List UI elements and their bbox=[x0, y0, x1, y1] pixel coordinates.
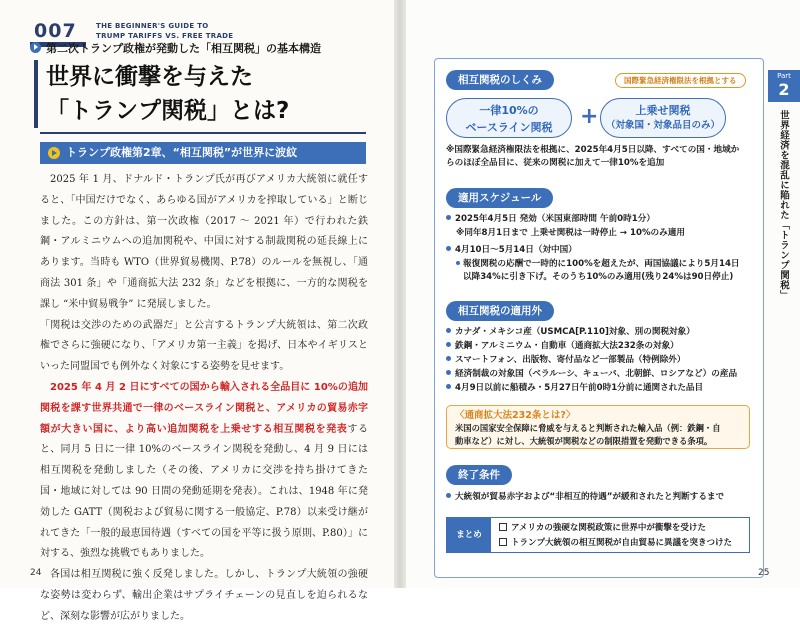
tag-mechanism: 相互関税のしくみ bbox=[446, 70, 554, 90]
bullet-icon bbox=[446, 493, 451, 498]
subheading-bar bbox=[40, 142, 366, 164]
guide-title-line1: THE BEGINNER'S GUIDE TO bbox=[96, 22, 209, 30]
right-heading bbox=[30, 40, 321, 56]
title-rule bbox=[40, 132, 366, 134]
part-number: 2 bbox=[778, 80, 790, 99]
part-side-title: 世界経済を混乱に陥れた「トランプ関税」 bbox=[778, 110, 789, 300]
page-title-line2: 「トランプ関税」とは? bbox=[46, 98, 290, 124]
highlight-text: 2025 年 4 月 2 日にすべての国から輸入される全品目に 10%の追加関税を課す世界共通で一律のベースライン関税と、アメリカの貿易赤字額が大きい国に、より高い追加関税を上乗せする相互関税を発表 bbox=[40, 381, 368, 435]
paragraph-3-rest: すると、同月 5 日に一律 10%のベースライン関税を発動し、4 月 9 日には相互関税を発動しました（その後、アメリカに交渉を持ち掛けてきた国・地域に対しては 90 日間の発動延期を発表）。これは、1948 年に発効した GATT（関税および貿易に関する一般協定、P.78）以来受け継がれてきた「一般的最恵国待遇（すべての国を平等に扱う原則、P.80）」に対する、強烈な挑戦でもありました。 bbox=[40, 423, 369, 560]
schedule-item-2-sub-line1-text: 報復関税の応酬で一時的に100%を超えたが、両国協議により5月14日 bbox=[463, 259, 740, 269]
checkbox-icon bbox=[499, 523, 507, 531]
page-title bbox=[46, 60, 289, 128]
schedule-item-1-text: 2025年4月5日 発効（米国東部時間 午前0時1分） bbox=[455, 214, 655, 224]
pill2-line1: 上乗せ関税 bbox=[635, 104, 691, 117]
mechanism-note-line2: らのほぼ全品目に、従来の関税に加えて一律10%を追加 bbox=[446, 158, 665, 168]
bullet-icon bbox=[446, 370, 451, 375]
exception-item-4 bbox=[446, 368, 737, 381]
page-title-line1: 世界に衝撃を与えた bbox=[46, 64, 253, 90]
bullet-icon bbox=[446, 356, 451, 361]
callout-line2: 動車など）に対し、大統領が関税などの制限措置を発動できる条項。 bbox=[455, 435, 713, 446]
summary-item-2 bbox=[499, 537, 732, 550]
tag-exceptions: 相互関税の適用外 bbox=[446, 301, 554, 321]
page-number-left: 24 bbox=[30, 568, 42, 578]
law-note-badge: 国際緊急経済権限法を根拠とする bbox=[615, 73, 746, 88]
checkbox-icon bbox=[499, 538, 507, 546]
exception-item-3-text: スマートフォン、出版物、寄付品など一部製品（特例除外） bbox=[455, 355, 686, 365]
play-bullet-icon bbox=[48, 147, 60, 159]
exception-item-1 bbox=[446, 326, 695, 339]
right-heading-text: 第二次トランプ政権が発動した「相互関税」の基本構造 bbox=[46, 42, 321, 55]
guide-title bbox=[96, 21, 233, 41]
pill1-line2: ベースライン関税 bbox=[465, 121, 553, 134]
exception-item-2-text: 鉄鋼・アルミニウム・自動車（通商拡大法232条の対象） bbox=[455, 341, 679, 351]
pill2-line2: （対象国・対象品目のみ） bbox=[605, 120, 720, 131]
summary-item-1 bbox=[499, 522, 706, 535]
bullet-icon bbox=[446, 215, 451, 220]
bullet-icon bbox=[456, 261, 460, 265]
schedule-item-2-text: 4月10日～5月14日（対中国） bbox=[455, 245, 577, 255]
section-number: 007 bbox=[34, 20, 77, 42]
paragraph-4: 各国は相互関税に強く反発しました。しかし、トランプ大統領の強硬な姿勢は変わらず、輸出企業はサプライチェーンの見直しを迫られるなど、深刻な影響が広がりました。 bbox=[40, 569, 368, 622]
schedule-item-1-sub: ※同年8月1日まで 上乗せ関税は一時停止 → 10%のみ適用 bbox=[456, 228, 685, 238]
book-gutter bbox=[394, 0, 406, 588]
guide-title-line2: TRUMP TARIFFS VS. FREE TRADE bbox=[96, 32, 234, 40]
summary-item-1-text: アメリカの強硬な関税政策に世界中が衝撃を受けた bbox=[511, 523, 706, 533]
summary-box bbox=[446, 517, 750, 553]
schedule-item-2-sub-line1 bbox=[456, 258, 740, 271]
paragraph-2: 「関税は交渉のための武器だ」と公言するトランプ大統領は、第二次政権でさらに強硬になり、「アメリカ第一主義」を掲げ、日本やイギリスといった同盟国でも例外なく対象にする姿勢を見せます。 bbox=[40, 319, 368, 373]
play-bullet-icon bbox=[30, 42, 41, 53]
bullet-icon bbox=[446, 384, 451, 389]
exception-item-5-text: 4月9日以前に船積み・5月27日午前0時1分前に通関された品目 bbox=[455, 383, 704, 393]
summary-item-2-text: トランプ大統領の相互関税が自由貿易に異議を突きつけた bbox=[511, 538, 733, 548]
part-label: Part bbox=[777, 72, 791, 80]
section232-callout bbox=[446, 405, 750, 449]
baseline-tariff-pill bbox=[446, 98, 572, 138]
subheading-text: トランプ政権第2章、“相互関税”が世界に波紋 bbox=[66, 146, 298, 159]
end-condition-text: 大統領が貿易赤字および“非相互的待遇”が緩和されたと判断するまで bbox=[455, 492, 725, 502]
part-tab bbox=[768, 70, 800, 102]
pill1-line1: 一律10%の bbox=[479, 104, 539, 117]
schedule-item-1 bbox=[446, 213, 655, 226]
callout-line1: 米国の国家安全保障に脅威を与えると判断された輸入品（例：鉄鋼・自 bbox=[455, 423, 721, 433]
tag-schedule: 適用スケジュール bbox=[446, 188, 553, 208]
paragraph-3 bbox=[40, 378, 368, 565]
schedule-item-2 bbox=[446, 244, 577, 257]
tag-end-condition: 終了条件 bbox=[446, 465, 512, 485]
exception-item-5 bbox=[446, 382, 703, 395]
mechanism-note bbox=[446, 144, 739, 170]
bullet-icon bbox=[446, 328, 451, 333]
title-accent-bar bbox=[34, 60, 38, 128]
summary-label: まとめ bbox=[447, 518, 491, 552]
bullet-icon bbox=[446, 342, 451, 347]
end-condition-item bbox=[446, 491, 724, 504]
paragraph-1: 2025 年 1 月、ドナルド・トランプ氏が再びアメリカ大統領に就任すると、「中国だけでなく、あらゆる国がアメリカを搾取している」と断じました。この方針は、第一次政権（2017 ～ 2021 年）で行われた鉄鋼・アルミニウムへの追加関税や、中国に対する制裁関税の延長線上にあります。当時も WTO（世界貿易機関、P.78）のルールを無視し、「通商法 301 条」や「通商拡大法 232 条」などを根拠に、一方的な関税を課し “米中貿易戦争” に発展しました。 bbox=[40, 174, 368, 310]
bullet-icon bbox=[446, 246, 451, 251]
exception-item-2 bbox=[446, 340, 679, 353]
plus-icon: + bbox=[580, 104, 599, 129]
exception-item-3 bbox=[446, 354, 686, 367]
exception-item-1-text: カナダ・メキシコ産（USMCA[P.110]対象、別の関税対象） bbox=[455, 327, 695, 337]
exception-item-4-text: 経済制裁の対象国（ベラルーシ、キューバ、北朝鮮、ロシアなど）の産品 bbox=[455, 369, 738, 379]
body-text bbox=[40, 170, 368, 628]
schedule-item-2-sub bbox=[456, 258, 740, 284]
page-number-right: 25 bbox=[758, 568, 770, 578]
callout-title: 〈通商拡大法232条とは?〉 bbox=[455, 410, 576, 421]
schedule-item-2-sub-line2: 以降34%に引き下げ。そのうち10%のみ適用(残り24%は90日停止) bbox=[463, 272, 734, 282]
extra-tariff-pill bbox=[600, 98, 726, 138]
mechanism-note-line1: ※国際緊急経済権限法を根拠に、2025年4月5日以降、すべての国・地域か bbox=[446, 145, 740, 155]
